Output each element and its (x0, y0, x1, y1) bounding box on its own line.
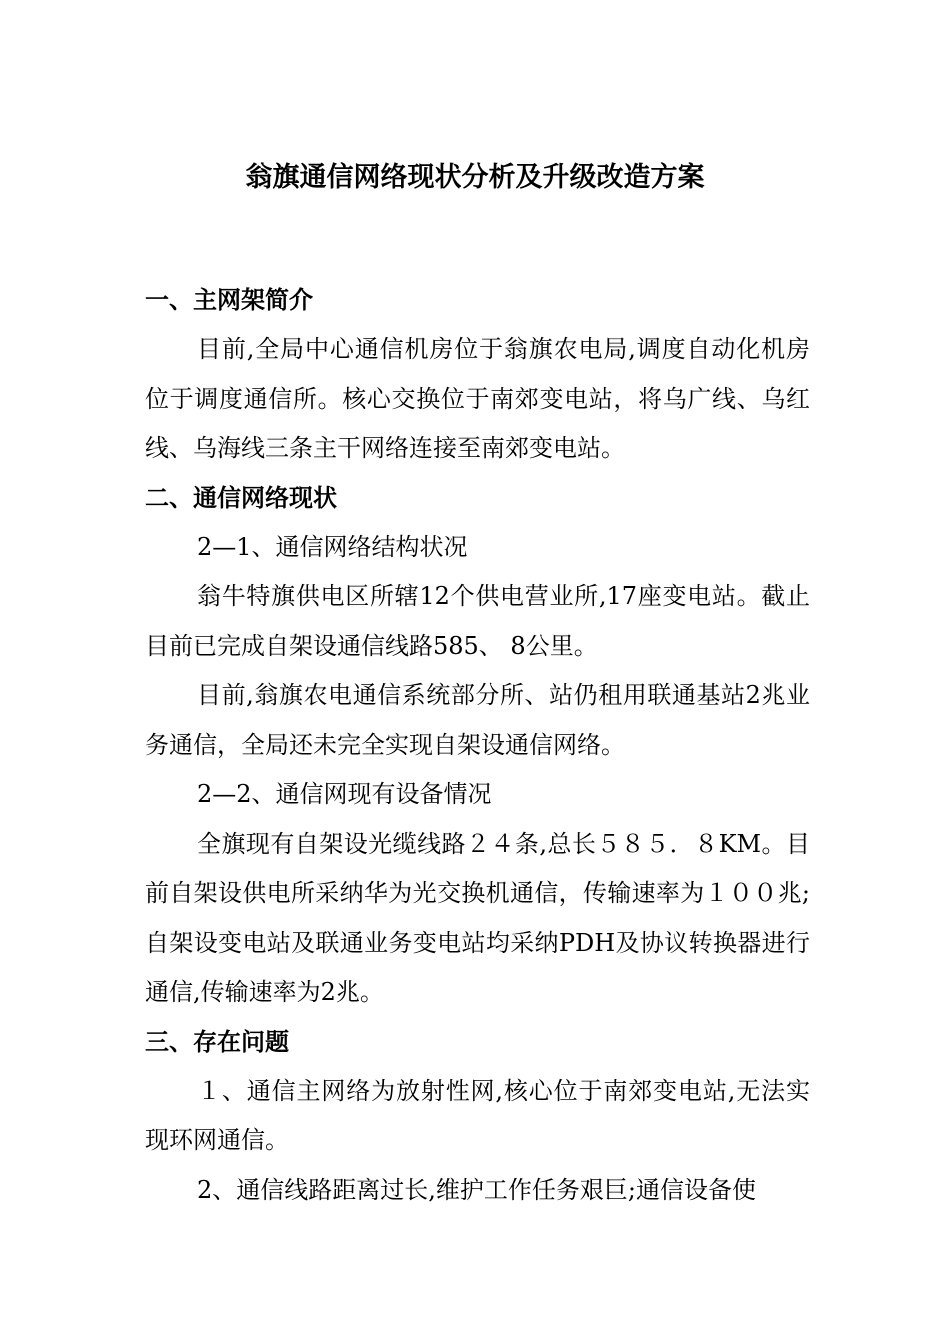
paragraph-network-intro: 目前,全局中心通信机房位于翁旗农电局,调度自动化机房位于调度通信所。核心交换位于南郊变电站，将乌广线、乌红线、乌海线三条主干网络连接至南郊变电站。 (145, 335, 810, 462)
paragraph-problem-1: １、通信主网络为放射性网,核心位于南郊变电站,无法实现环网通信。 (145, 1076, 810, 1154)
paragraph-supply-area: 翁牛特旗供电区所辖12个供电营业所,17座变电站。截止目前已完成自架设通信线路585、 8公里。 (145, 582, 810, 660)
section-heading-network-status: 二、通信网络现状 (145, 483, 337, 512)
paragraph-equipment: 全旗现有自架设光缆线路２４条,总长５８５．８KM。目前自架设供电所采纳华为光交换机通信，传输速率为１００兆;自架设变电站及联通业务变电站均采纳PDH及协议转换器进行通信,传输速率为2兆。 (145, 829, 810, 1006)
document-title: 翁旗通信网络现状分析及升级改造方案 (245, 162, 705, 193)
subheading-network-structure: 2—1、通信网络结构状况 (197, 532, 468, 561)
section-heading-problems: 三、存在问题 (145, 1027, 289, 1056)
section-heading-network-intro: 一、主网架简介 (145, 286, 313, 314)
document-body (145, 276, 810, 1215)
subheading-equipment: 2—2、通信网现有设备情况 (197, 780, 492, 808)
paragraph-problem-2: 2、通信线路距离过长,维护工作任务艰巨;通信设备使 (197, 1175, 756, 1204)
paragraph-leased-lines: 目前,翁旗农电通信系统部分所、站仍租用联通基站2兆业务通信，全局还未完全实现自架设通信网络。 (145, 681, 810, 759)
